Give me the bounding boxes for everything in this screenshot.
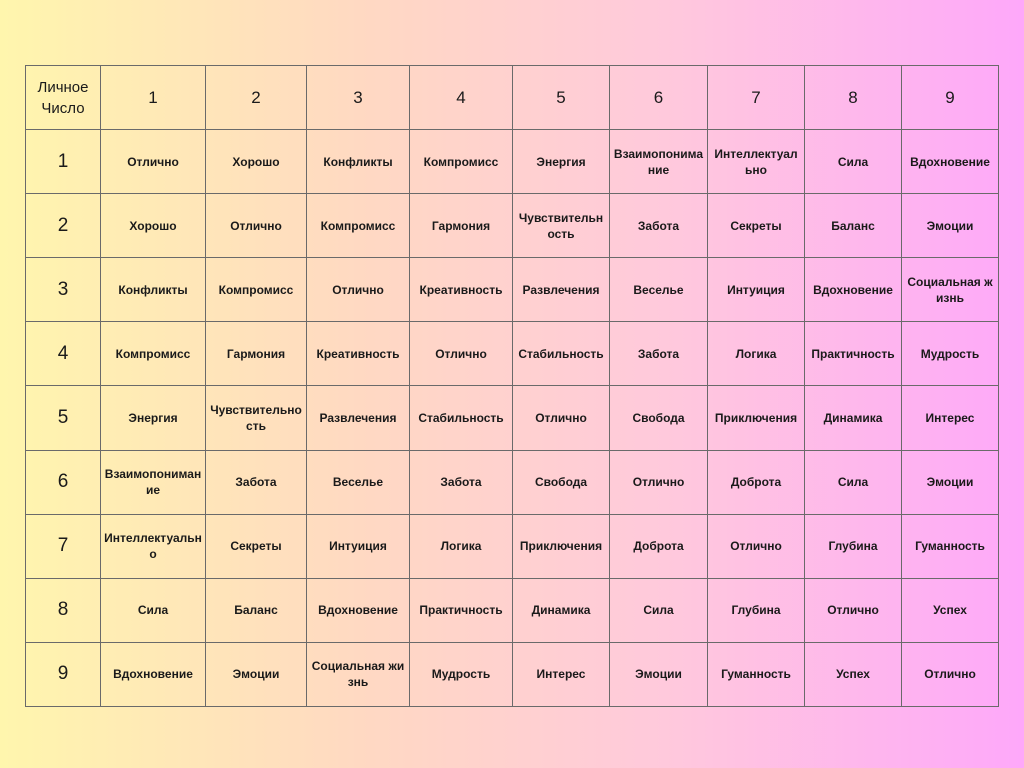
table-cell: Хорошо (206, 130, 307, 194)
column-header: 7 (708, 66, 805, 130)
table-cell: Мудрость (902, 322, 999, 386)
header-row (26, 66, 999, 130)
table-cell: Отлично (610, 450, 708, 514)
table-cell: Свобода (513, 450, 610, 514)
table-cell: Секреты (708, 194, 805, 258)
table-cell: Забота (610, 322, 708, 386)
table-cell: Логика (410, 514, 513, 578)
table-cell: Баланс (206, 578, 307, 642)
table-cell: Отлично (101, 130, 206, 194)
table-row (26, 386, 999, 450)
column-header: 9 (902, 66, 999, 130)
table-row (26, 514, 999, 578)
table-cell: Сила (101, 578, 206, 642)
table-cell: Отлично (805, 578, 902, 642)
table-cell: Взаимопонимание (610, 130, 708, 194)
table-cell: Хорошо (101, 194, 206, 258)
table-cell: Вдохновение (805, 258, 902, 322)
column-header: 2 (206, 66, 307, 130)
table-cell: Гуманность (902, 514, 999, 578)
table-cell: Социальная жизнь (307, 642, 410, 706)
table-row (26, 130, 999, 194)
column-header: 8 (805, 66, 902, 130)
table-cell: Эмоции (610, 642, 708, 706)
table-cell: Компромисс (307, 194, 410, 258)
table-cell: Веселье (307, 450, 410, 514)
table-cell: Чувствительность (206, 386, 307, 450)
table-cell: Чувствительность (513, 194, 610, 258)
table-cell: Гармония (206, 322, 307, 386)
row-number: 4 (26, 322, 101, 386)
table-cell: Отлично (902, 642, 999, 706)
table-cell: Эмоции (902, 450, 999, 514)
table-cell: Успех (805, 642, 902, 706)
table-cell: Забота (410, 450, 513, 514)
table-cell: Баланс (805, 194, 902, 258)
table-cell: Креативность (410, 258, 513, 322)
column-header: 1 (101, 66, 206, 130)
table-row (26, 322, 999, 386)
table-cell: Эмоции (206, 642, 307, 706)
table-cell: Свобода (610, 386, 708, 450)
table-cell: Вдохновение (902, 130, 999, 194)
table-row (26, 450, 999, 514)
table-cell: Динамика (805, 386, 902, 450)
table-cell: Глубина (708, 578, 805, 642)
table-cell: Успех (902, 578, 999, 642)
table-cell: Гуманность (708, 642, 805, 706)
row-number: 2 (26, 194, 101, 258)
table-row (26, 194, 999, 258)
table-cell: Компромисс (410, 130, 513, 194)
table-cell: Приключения (513, 514, 610, 578)
column-header: 4 (410, 66, 513, 130)
table-cell: Интерес (902, 386, 999, 450)
table-cell: Энергия (513, 130, 610, 194)
compatibility-table-container (25, 65, 998, 707)
table-cell: Интеллектуально (101, 514, 206, 578)
table-cell: Веселье (610, 258, 708, 322)
table-cell: Приключения (708, 386, 805, 450)
table-cell: Секреты (206, 514, 307, 578)
table-cell: Стабильность (410, 386, 513, 450)
table-cell: Интуиция (708, 258, 805, 322)
row-number: 8 (26, 578, 101, 642)
table-cell: Гармония (410, 194, 513, 258)
table-cell: Отлично (513, 386, 610, 450)
table-row (26, 642, 999, 706)
row-number: 5 (26, 386, 101, 450)
table-cell: Интерес (513, 642, 610, 706)
table-cell: Логика (708, 322, 805, 386)
table-cell: Сила (610, 578, 708, 642)
table-cell: Глубина (805, 514, 902, 578)
table-cell: Динамика (513, 578, 610, 642)
table-cell: Сила (805, 450, 902, 514)
table-cell: Вдохновение (101, 642, 206, 706)
table-row (26, 258, 999, 322)
table-cell: Эмоции (902, 194, 999, 258)
row-number: 3 (26, 258, 101, 322)
table-cell: Стабильность (513, 322, 610, 386)
table-cell: Креативность (307, 322, 410, 386)
table-cell: Практичность (805, 322, 902, 386)
table-body (26, 66, 999, 707)
row-number: 9 (26, 642, 101, 706)
table-cell: Вдохновение (307, 578, 410, 642)
table-row (26, 578, 999, 642)
table-cell: Практичность (410, 578, 513, 642)
table-cell: Компромисс (101, 322, 206, 386)
table-cell: Отлично (307, 258, 410, 322)
table-cell: Конфликты (101, 258, 206, 322)
column-header: 5 (513, 66, 610, 130)
table-cell: Доброта (610, 514, 708, 578)
table-cell: Сила (805, 130, 902, 194)
table-cell: Забота (610, 194, 708, 258)
table-cell: Конфликты (307, 130, 410, 194)
table-cell: Забота (206, 450, 307, 514)
table-cell: Взаимопонимание (101, 450, 206, 514)
table-cell: Мудрость (410, 642, 513, 706)
table-cell: Интеллектуально (708, 130, 805, 194)
table-cell: Доброта (708, 450, 805, 514)
table-cell: Интуиция (307, 514, 410, 578)
table-cell: Социальная жизнь (902, 258, 999, 322)
table-cell: Развлечения (513, 258, 610, 322)
row-number: 6 (26, 450, 101, 514)
table-cell: Отлично (410, 322, 513, 386)
row-number: 1 (26, 130, 101, 194)
table-cell: Компромисс (206, 258, 307, 322)
corner-label: Личное Число (26, 66, 101, 130)
table-cell: Отлично (206, 194, 307, 258)
compatibility-table (25, 65, 999, 707)
table-cell: Отлично (708, 514, 805, 578)
table-cell: Энергия (101, 386, 206, 450)
row-number: 7 (26, 514, 101, 578)
column-header: 6 (610, 66, 708, 130)
column-header: 3 (307, 66, 410, 130)
table-cell: Развлечения (307, 386, 410, 450)
